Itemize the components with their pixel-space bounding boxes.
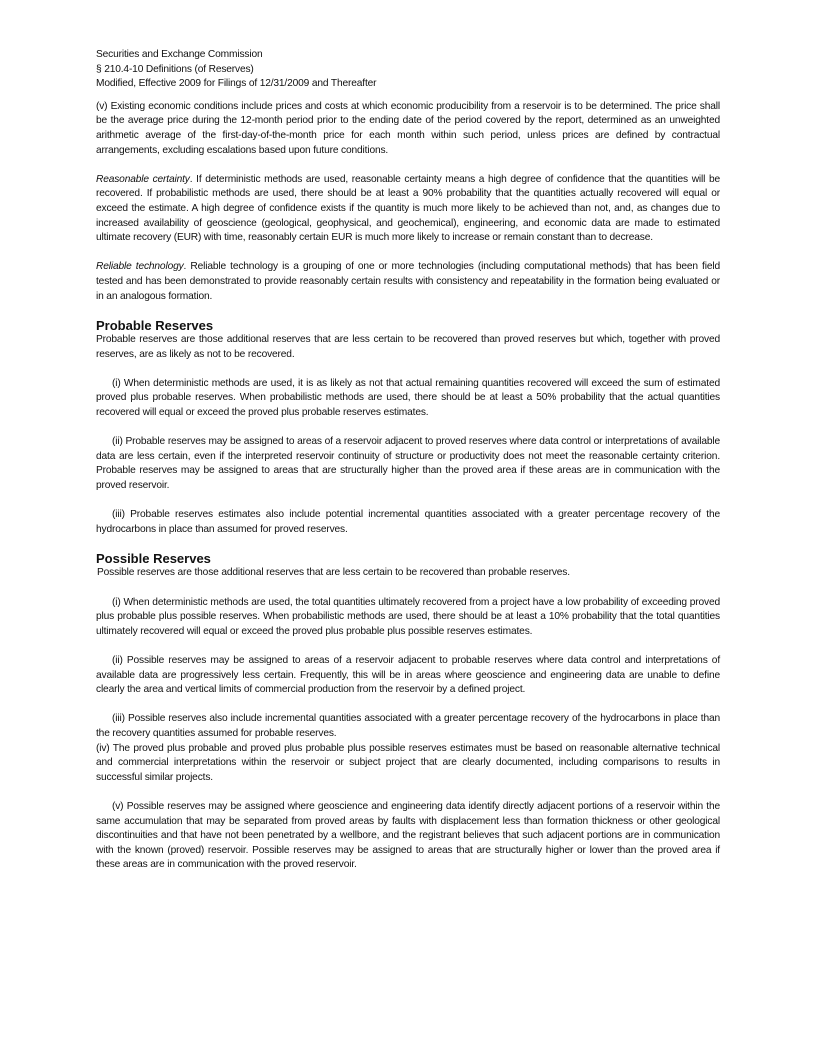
paragraph-possible-definition: Possible reserves are those additional reserves that are less certain to be recovered than probable reserves. <box>97 567 570 579</box>
paragraph-reasonable-certainty <box>96 173 720 246</box>
document-page <box>96 48 720 873</box>
paragraph-possible-item-ii: (ii) Possible reserves may be assigned to areas of a reservoir adjacent to probable reserves where data control and interpretations of available data are progressively less certain. Frequently, this will be in areas where geoscience and engineering data are unable to define clearly the area and vertical limits of commercial production from the reservoir by a defined project. <box>96 654 720 696</box>
text-reliable-technology: . Reliable technology is a grouping of one or more technologies (including computational methods) that has been field tested and has been demonstrated to provide reasonably certain results with consistency and repeatability in the formation being evaluated or in an analogous formation. <box>96 261 720 302</box>
paragraph-possible-item-v: (v) Possible reserves may be assigned where geoscience and engineering data identify directly adjacent portions of a reservoir within the same accumulation that may be separated from proved areas by faults with displacement less than formation thickness or other geological discontinuities and that have not been penetrated by a wellbore, and the registrant believes that such adjacent portions are in communication with the known (proved) reservoir. Possible reserves may be assigned to areas that are structurally higher or lower than the proved area if these areas are in communication with the proved reservoir. <box>96 800 720 871</box>
paragraph-possible-item-iii: (iii) Possible reserves also include incremental quantities associated with a greater percentage recovery of the hydrocarbons in place than the recovery quantities assumed for probable reserves. <box>96 713 720 739</box>
paragraph-probable-definition: Probable reserves are those additional reserves that are less certain to be recovered than proved reserves but which, together with proved reserves, are as likely as not to be recovered. <box>96 334 720 360</box>
heading-probable-reserves: Probable Reserves <box>96 318 214 334</box>
term-reliable-technology: Reliable technology <box>96 261 184 273</box>
header-line-effective: Modified, Effective 2009 for Filings of 12/31/2009 and Thereafter <box>96 78 377 90</box>
paragraph-possible-item-i: (i) When deterministic methods are used, the total quantities ultimately recovered from a project have a low probability of exceeding proved plus probable plus possible reserves. When probabilistic methods are used, there should be at least a 10% probability that the total quantities ultimately recovered will equal or exceed the proved plus probable plus possible reserves estimates. <box>96 596 720 637</box>
paragraph-possible-item-iv: (iv) The proved plus probable and proved plus probable plus possible reserves estimates must be based on reasonable alternative technical and commercial interpretations within the reservoir or subject project that are clearly documented, including comparisons to results in successful similar projects. <box>96 742 720 783</box>
text-reasonable-certainty: . If deterministic methods are used, reasonable certainty means a high degree of confidence that the quantities will be recovered. If probabilistic methods are used, there should be at least a 90% probability that the quantities actually recovered will equal or exceed the estimate. A high degree of confidence exists if the quantity is much more likely to be achieved than not, and, as changes due to increased availability of geoscience (geological, geophysical, and geochemical), engineering, and economic data are made to estimated ultimate recovery (EUR) with time, reasonably certain EUR is much more likely to increase or remain constant than to decrease. <box>96 173 720 244</box>
header-line-section: § 210.4-10 Definitions (of Reserves) <box>96 63 254 75</box>
term-reasonable-certainty: Reasonable certainty <box>96 173 190 185</box>
paragraph-economic-conditions: (v) Existing economic conditions include prices and costs at which economic producibility from a reservoir is to be determined. The price shall be the average price during the 12-month period prior to the ending date of the period covered by the report, determined as an unweighted arithmetic average of the first-day-of-the-month price for each month within such period, unless prices are defined by contractual arrangements, excluding escalations based upon future conditions. <box>96 100 720 156</box>
paragraph-probable-item-i: (i) When deterministic methods are used, it is as likely as not that actual remaining quantities recovered will exceed the sum of estimated proved plus probable reserves. When probabilistic methods are used, there should be at least a 50% probability that the actual quantities recovered will equal or exceed the proved plus probable reserves estimates. <box>96 377 720 419</box>
heading-possible-reserves: Possible Reserves <box>96 551 211 567</box>
paragraph-reliable-technology <box>96 260 720 304</box>
paragraph-probable-item-iii: (iii) Probable reserves estimates also include potential incremental quantities associated with a greater percentage recovery of the hydrocarbons in place than assumed for proved reserves. <box>96 509 720 535</box>
paragraph-probable-item-ii: (ii) Probable reserves may be assigned to areas of a reservoir adjacent to proved reserves where data control or interpretations of available data are less certain, even if the interpreted reservoir continuity of structure or productivity does not meet the reasonable certainty criterion. Probable reserves may be assigned to areas that are structurally higher than the proved area if these areas are in communication with the proved reservoir. <box>96 436 720 492</box>
header-line-agency: Securities and Exchange Commission <box>96 49 263 60</box>
